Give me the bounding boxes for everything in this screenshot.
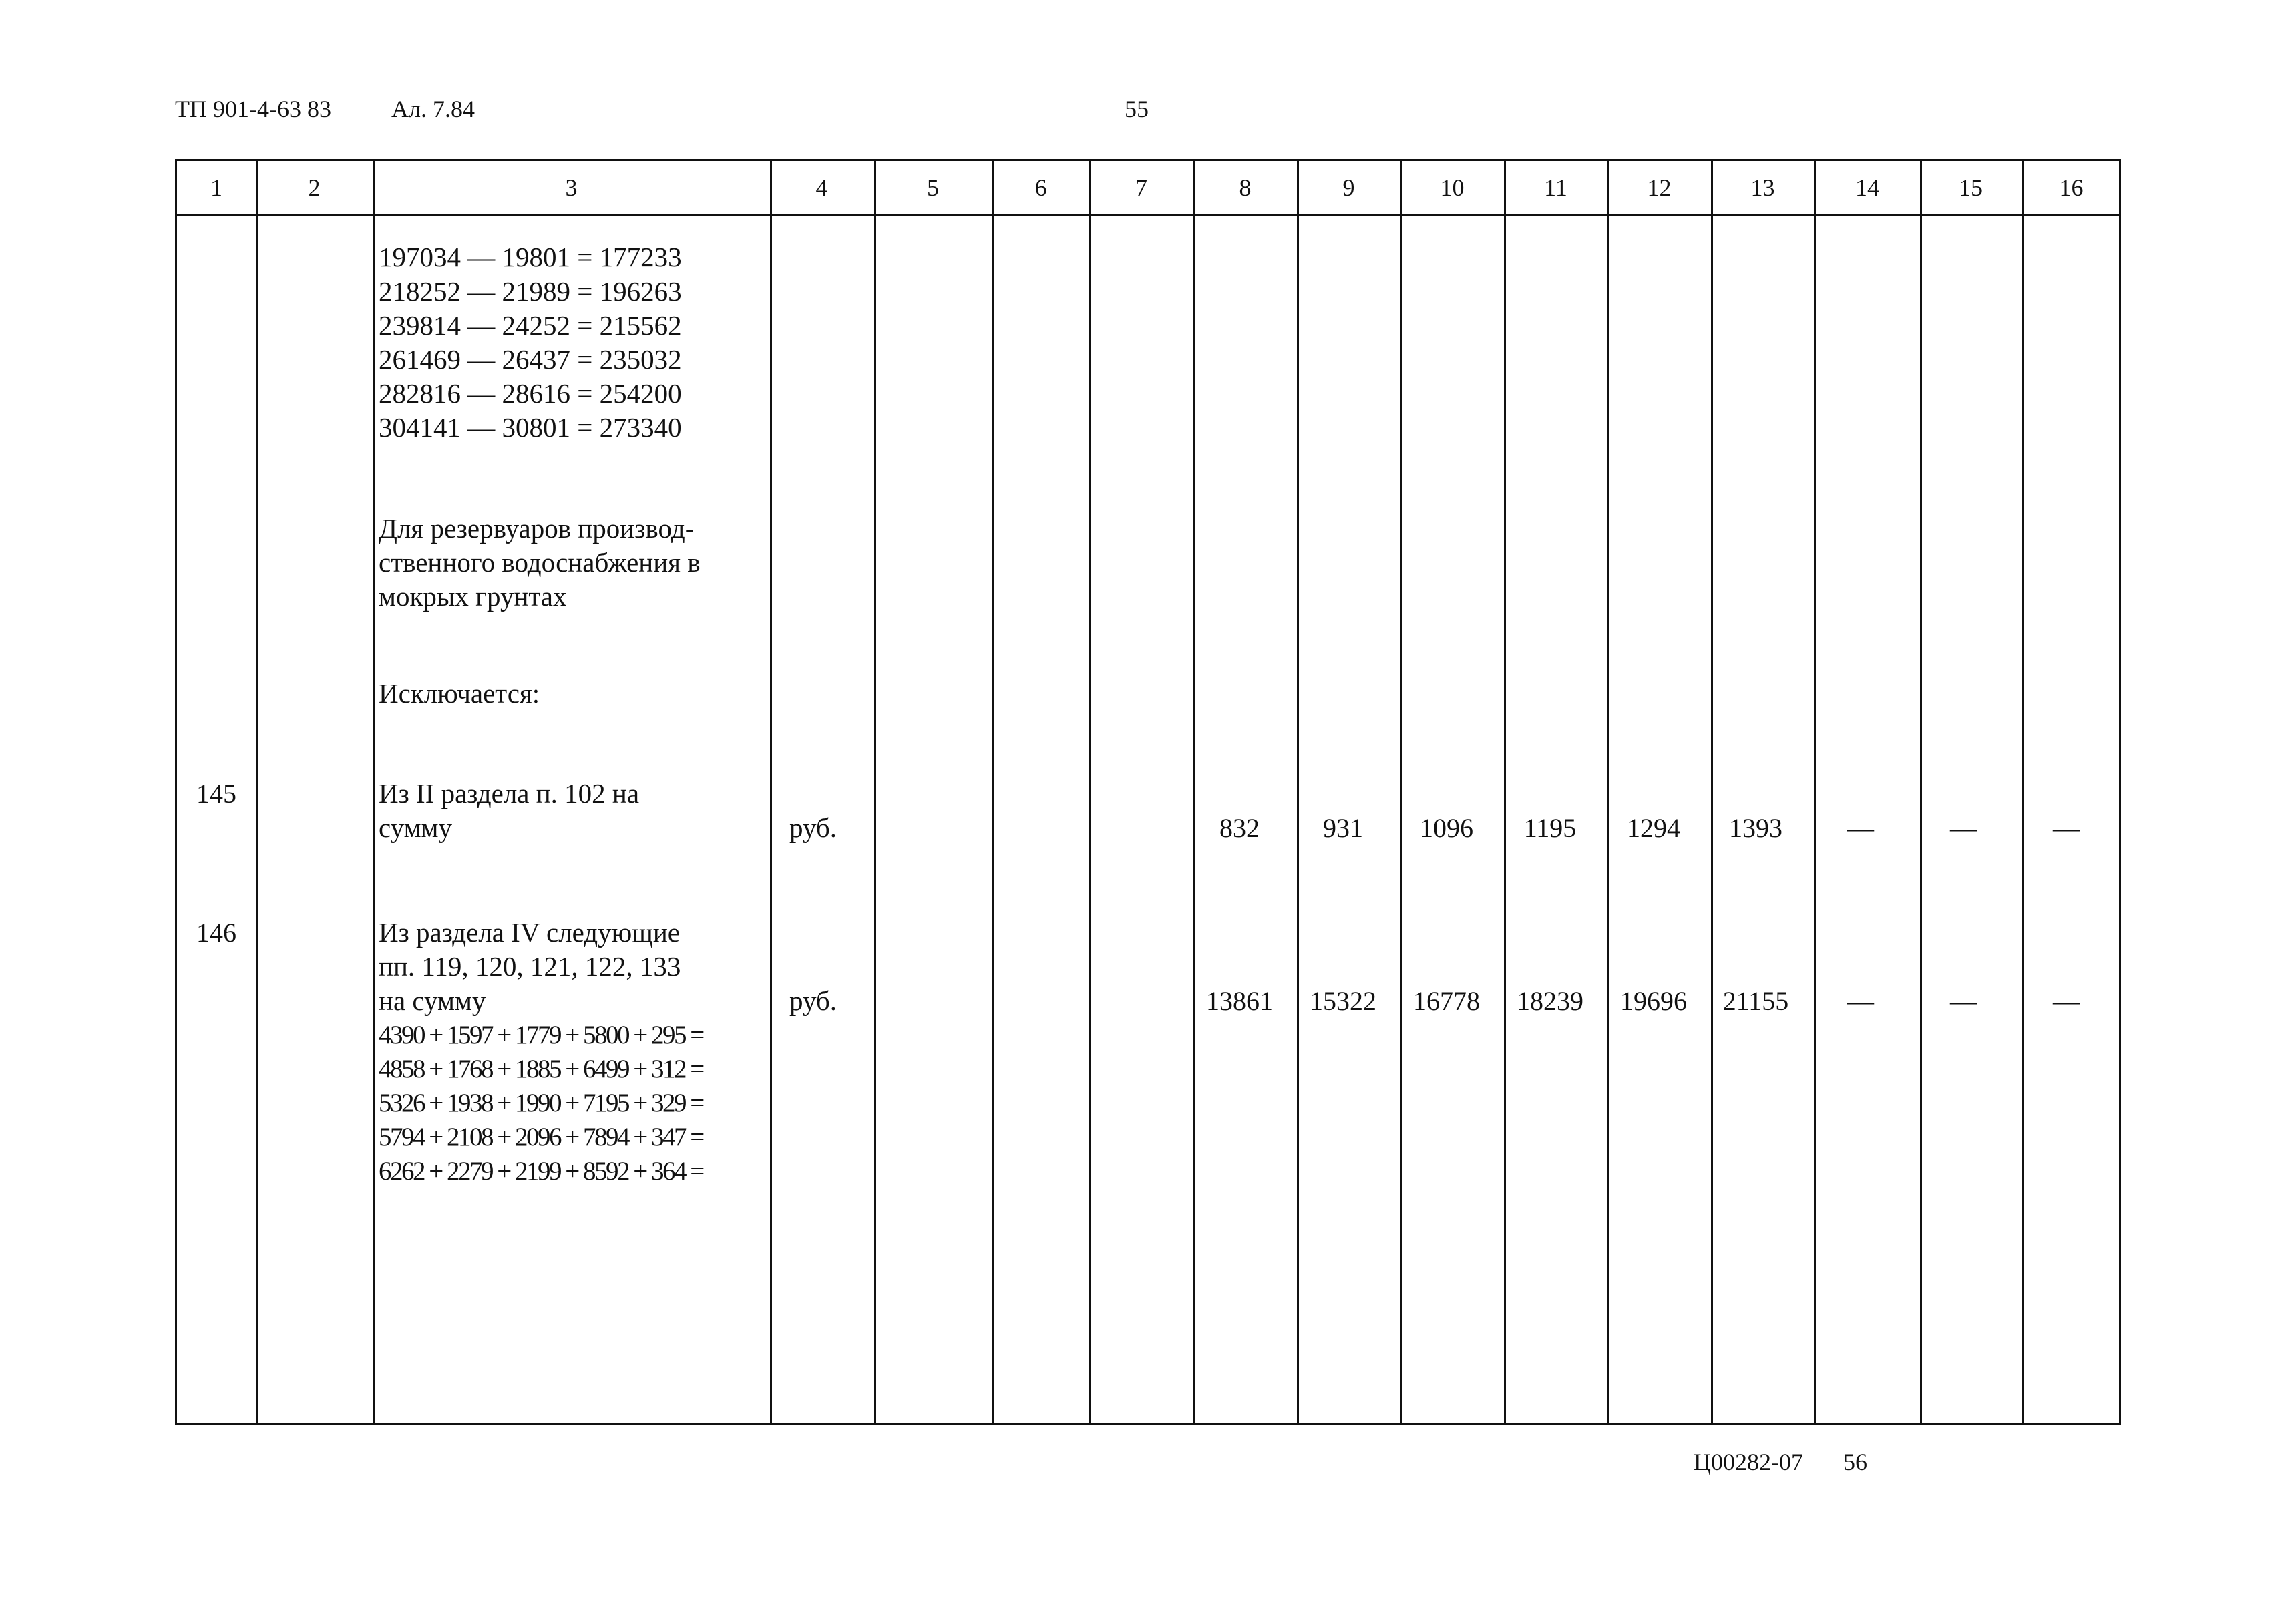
column-number: 5	[927, 174, 939, 201]
sum-line: 6262 + 2279 + 2199 + 8592 + 364 =	[379, 1157, 703, 1186]
column-number: 6	[1034, 174, 1047, 201]
column-divider	[1711, 161, 1713, 1423]
section-heading-line: мокрых грунтах	[379, 581, 567, 612]
value-cell: 15322	[1310, 986, 1376, 1016]
column-divider	[1814, 161, 1816, 1423]
column-number: 14	[1855, 174, 1879, 201]
row-description-line: Из II раздела п. 102 на	[379, 778, 640, 809]
album-number: Ал. 7.84	[391, 96, 475, 122]
column-number: 4	[815, 174, 828, 201]
column-number: 3	[565, 174, 578, 201]
column-number: 15	[1959, 174, 1983, 201]
column-divider	[1400, 161, 1402, 1423]
row-unit: руб.	[789, 985, 837, 1016]
value-cell: 16778	[1413, 986, 1480, 1016]
value-cell: 21155	[1722, 986, 1789, 1016]
value-cell: —	[2053, 986, 2080, 1016]
column-divider	[1089, 161, 1091, 1423]
column-divider	[2022, 161, 2024, 1423]
row-number: 145	[196, 779, 236, 809]
value-cell: —	[1847, 813, 1874, 843]
row-description-line: Из раздела IV следующие	[379, 917, 680, 948]
column-number: 11	[1544, 174, 1567, 201]
column-divider	[373, 161, 375, 1423]
column-number: 16	[2059, 174, 2084, 201]
column-number: 13	[1750, 174, 1775, 201]
sum-line: 4390 + 1597 + 1779 + 5800 + 295 =	[379, 1021, 703, 1049]
column-divider	[1920, 161, 1922, 1423]
calculation-line: 239814 — 24252 = 215562	[379, 310, 682, 341]
column-number: 1	[210, 174, 222, 201]
column-divider	[1504, 161, 1506, 1423]
sum-line: 5794 + 2108 + 2096 + 7894 + 347 =	[379, 1123, 703, 1151]
sum-line: 5326 + 1938 + 1990 + 7195 + 329 =	[379, 1089, 703, 1117]
calculation-line: 197034 — 19801 = 177233	[379, 242, 682, 273]
value-cell: 832	[1219, 813, 1260, 843]
column-number: 12	[1647, 174, 1672, 201]
column-divider	[992, 161, 994, 1423]
row-description-line: пп. 119, 120, 121, 122, 133	[379, 951, 681, 982]
value-cell: —	[2053, 813, 2080, 843]
column-number: 10	[1440, 174, 1465, 201]
section-heading-line: ственного водоснабжения в	[379, 547, 701, 578]
value-cell: —	[1950, 813, 1977, 843]
excluded-label: Исключается:	[379, 678, 540, 709]
sum-line: 4858 + 1768 + 1885 + 6499 + 312 =	[379, 1055, 703, 1083]
value-cell: 13861	[1206, 986, 1273, 1016]
calculation-line: 282816 — 28616 = 254200	[379, 378, 682, 409]
footer-code: Ц00282-07	[1694, 1449, 1803, 1475]
document-code: ТП 901-4-63 83	[175, 96, 331, 122]
value-cell: 1393	[1729, 813, 1782, 843]
row-description-line: сумму	[379, 812, 453, 843]
row-unit: руб.	[789, 812, 837, 843]
calculation-line: 304141 — 30801 = 273340	[379, 412, 682, 443]
value-cell: —	[1847, 986, 1874, 1016]
column-divider	[874, 161, 876, 1423]
column-divider	[1607, 161, 1609, 1423]
page-number: 55	[1125, 96, 1149, 122]
column-divider	[1193, 161, 1195, 1423]
column-number: 8	[1239, 174, 1252, 201]
column-divider	[256, 161, 258, 1423]
value-cell: —	[1950, 986, 1977, 1016]
footer-sheet-number: 56	[1843, 1449, 1867, 1475]
value-cell: 19696	[1620, 986, 1687, 1016]
row-number: 146	[196, 918, 236, 948]
value-cell: 18239	[1517, 986, 1583, 1016]
column-number: 9	[1342, 174, 1355, 201]
value-cell: 1096	[1420, 813, 1473, 843]
column-number: 2	[308, 174, 321, 201]
header-divider	[177, 214, 2119, 216]
value-cell: 1294	[1627, 813, 1680, 843]
section-heading-line: Для резервуаров производ-	[379, 513, 695, 544]
value-cell: 1195	[1523, 813, 1577, 843]
value-cell: 931	[1323, 813, 1363, 843]
calculation-line: 218252 — 21989 = 196263	[379, 276, 682, 307]
column-divider	[1297, 161, 1299, 1423]
row-description-line: на сумму	[379, 985, 486, 1016]
calculation-line: 261469 — 26437 = 235032	[379, 344, 682, 375]
column-divider	[770, 161, 772, 1423]
column-number: 7	[1135, 174, 1147, 201]
